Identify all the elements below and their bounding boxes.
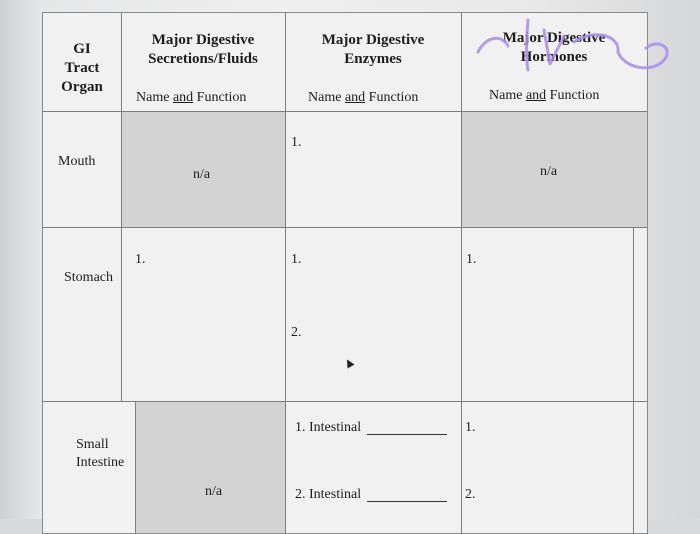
digestive-table	[42, 12, 648, 534]
stomach-secretion-1: 1.	[135, 252, 146, 267]
grid-line	[43, 111, 647, 112]
grid-line	[135, 401, 136, 533]
header-hormones: Major Digestive Hormones	[502, 30, 606, 65]
subheader-enzymes: Name and Function	[308, 90, 419, 105]
organ-stomach: Stomach	[64, 270, 113, 285]
header-secretions: Major Digestive Secretions/Fluids	[148, 32, 258, 67]
grid-line	[285, 13, 286, 533]
stomach-hormone-1: 1.	[466, 252, 477, 267]
grid-line	[121, 13, 122, 401]
stomach-enzyme-2: 2.	[291, 325, 302, 340]
grid-line	[633, 227, 634, 533]
small-intestine-enzyme-1: 1. Intestinal	[295, 420, 362, 435]
mouth-secretions-na: n/a	[193, 167, 211, 182]
header-enzymes: Major Digestive Enzymes	[321, 32, 425, 67]
organ-mouth: Mouth	[58, 154, 96, 169]
enzyme-2-blank-line	[367, 501, 447, 502]
grid-line	[43, 227, 647, 228]
mouth-enzyme-1: 1.	[291, 135, 302, 150]
small-intestine-secretions-cell	[135, 402, 285, 533]
small-intestine-hormone-2: 2.	[465, 487, 476, 502]
subheader-hormones: Name and Function	[489, 88, 600, 103]
subheader-secretions: Name and Function	[136, 90, 247, 105]
grid-line	[461, 13, 462, 533]
cursor-arrow-icon	[344, 358, 355, 369]
small-intestine-hormone-1: 1.	[465, 420, 476, 435]
small-intestine-enzyme-2: 2. Intestinal	[295, 487, 362, 502]
grid-line	[43, 401, 647, 402]
enzyme-1-blank-line	[367, 434, 447, 435]
mouth-hormones-na: n/a	[540, 164, 558, 179]
header-organ: GI Tract Organ	[61, 41, 103, 95]
organ-small-intestine: Small Intestine	[76, 437, 125, 470]
stomach-enzyme-1: 1.	[291, 252, 302, 267]
small-intestine-secretions-na: n/a	[205, 484, 223, 499]
